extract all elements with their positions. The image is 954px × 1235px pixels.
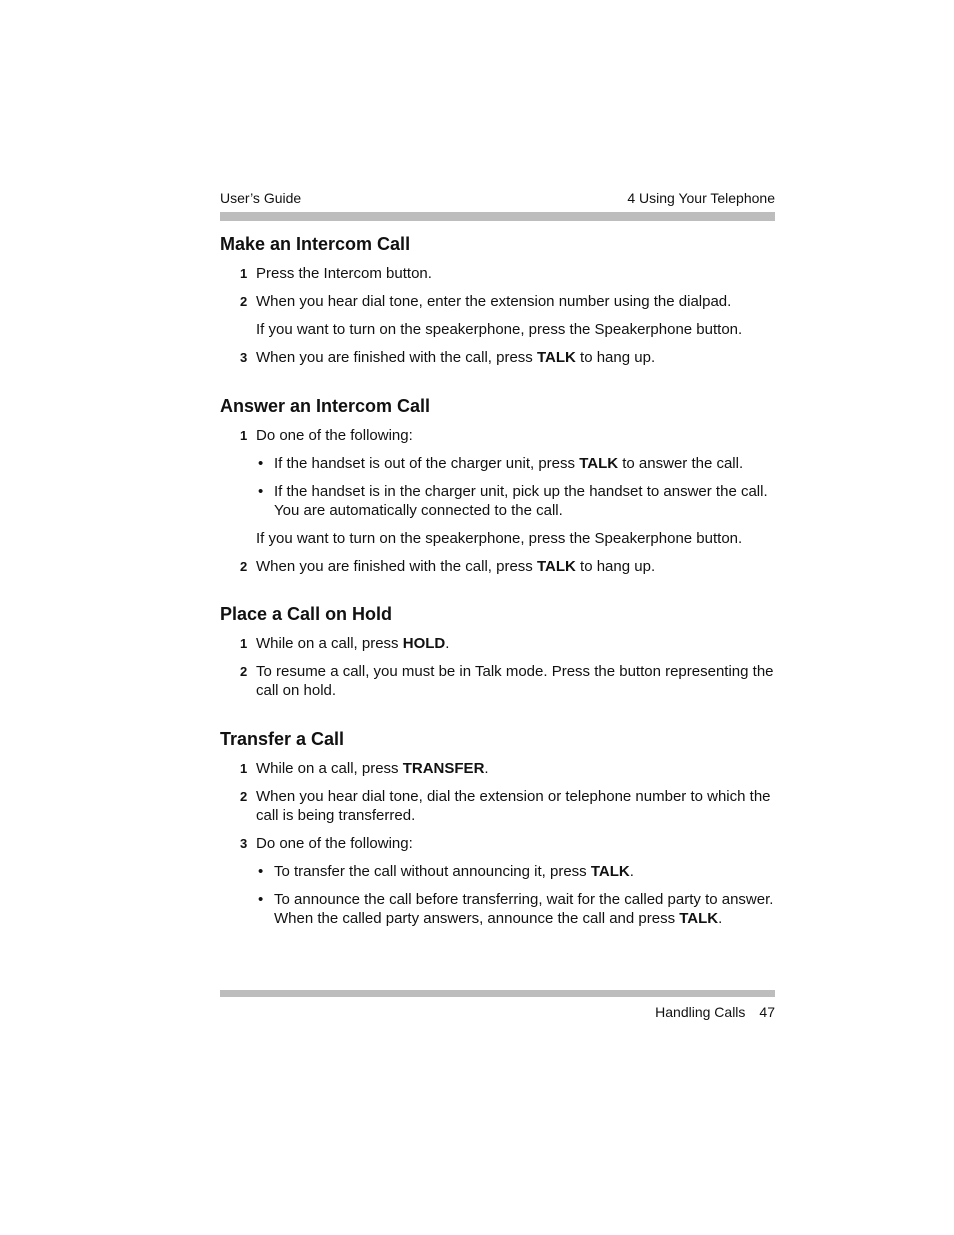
bullet-text-post: . [629,863,634,880]
section-transfer-call [220,728,775,928]
header-left: User’s Guide [220,190,302,206]
section-title: Make an Intercom Call [220,234,411,254]
step-number: 2 [240,559,248,574]
section-place-call-on-hold [220,603,775,700]
page-footer [220,990,775,1021]
step-number: 1 [240,761,248,776]
step-number: 2 [240,664,248,679]
step [220,348,775,367]
step-text: When you hear dial tone, enter the extension number using the dialpad. [256,293,732,310]
step-text-post: to hang up. [575,558,656,575]
footer-text [220,1003,775,1021]
step [220,264,775,283]
step [220,426,775,445]
step [220,292,775,311]
step-text-pre: While on a call, press [256,635,403,652]
bullet-text-pre: To announce the call before transferring, wait for the called party to answer. When the called party answers, announce the call and press [274,891,774,927]
bullet-text-post: to answer the call. [618,455,744,472]
section-title: Answer an Intercom Call [220,396,431,416]
step-text: Press the Intercom button. [256,265,432,282]
step-text-pre: When you are finished with the call, press [256,558,537,575]
key-name: TRANSFER [402,760,485,777]
bullet-icon: • [258,891,264,908]
bullet-item [220,482,775,520]
step-text: Do one of the following: [256,427,413,444]
step-text-post: . [445,635,450,652]
header-right: 4 Using Your Telephone [627,190,775,206]
bullet-text-post: . [718,910,723,927]
section-title: Place a Call on Hold [220,604,393,624]
step-text-pre: When you are finished with the call, press [256,349,537,366]
step-number: 1 [240,266,248,281]
bullet-icon: • [258,455,264,472]
step-text: When you hear dial tone, dial the extension or telephone number to which the call is being transferred. [256,788,771,824]
step-note: If you want to turn on the speakerphone, press the Speakerphone button. [256,321,743,338]
bullet-item [220,862,775,881]
footer-rule [220,990,775,997]
bullet-icon: • [258,863,264,880]
step-text: To resume a call, you must be in Talk mode. Press the button representing the call on hold. [256,663,774,699]
key-name: HOLD [402,635,446,652]
bullet-text: If the handset is in the charger unit, pick up the handset to answer the call. You are automatically connected to the call. [274,483,768,519]
step [220,834,775,853]
step [220,557,775,576]
footer-section: Handling Calls [655,1004,746,1020]
bullet-item [220,890,775,928]
section-title: Transfer a Call [220,729,345,749]
step [220,662,775,700]
step-note: If you want to turn on the speakerphone, press the Speakerphone button. [256,530,743,547]
step-text-post: to hang up. [575,349,656,366]
section-answer-intercom-call [220,395,775,576]
step-text-post: . [484,760,489,777]
step [220,787,775,825]
page-header [220,189,775,221]
running-head [220,189,775,207]
section-make-intercom-call [220,233,775,367]
bullet-item [220,454,775,473]
step-number: 1 [240,636,248,651]
key-name: TALK [679,910,719,927]
step-text: Do one of the following: [256,835,413,852]
page-number: 47 [759,1004,775,1020]
header-rule [220,212,775,221]
step [220,634,775,653]
bullet-text-pre: If the handset is out of the charger unit, press [274,455,580,472]
key-name: TALK [590,863,630,880]
bullet-icon: • [258,483,264,500]
step-number: 2 [240,294,248,309]
step-number: 1 [240,428,248,443]
key-name: TALK [536,349,576,366]
step-number: 3 [240,350,248,365]
key-name: TALK [579,455,619,472]
step-number: 3 [240,836,248,851]
bullet-text-pre: To transfer the call without announcing it, press [274,863,591,880]
step-text-pre: While on a call, press [256,760,403,777]
step-number: 2 [240,789,248,804]
key-name: TALK [536,558,576,575]
step [220,759,775,778]
